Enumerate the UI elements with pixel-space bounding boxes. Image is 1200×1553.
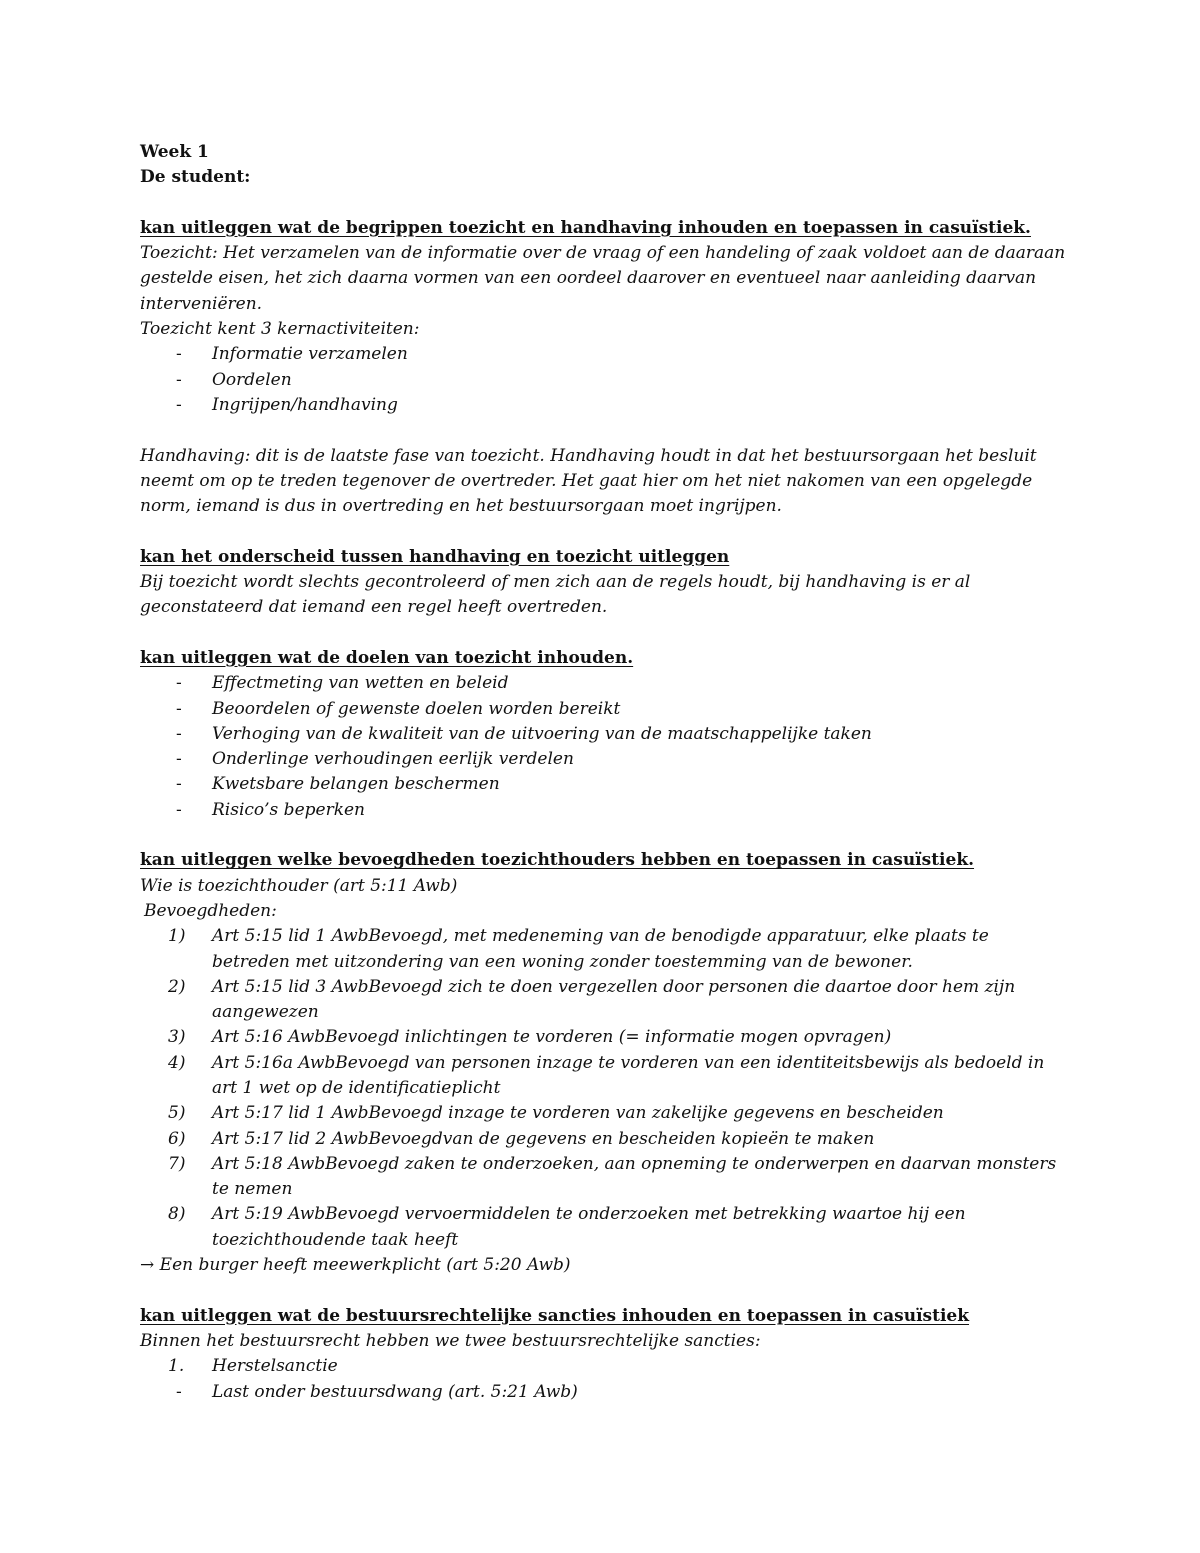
numbered-item: 4) Art 5:16a AwbBevoegd van personen inzage te vorderen van een identiteitsbewijs als bedoeld in art 1 wet op de identificatieplicht [168,1052,1045,1098]
page-subtitle: De student: [140,167,251,188]
list-item: - Verhoging van de kwaliteit van de uitvoering van de maatschappelijke taken [176,723,872,744]
list-item: - Effectmeting van wetten en beleid [176,673,509,694]
section-heading: kan uitleggen wat de bestuursrechtelijke sancties inhouden en toepassen in casuïstiek [140,1305,970,1326]
paragraph: Bevoegdheden: [144,900,277,921]
list-item: - Kwetsbare belangen beschermen [176,774,500,795]
numbered-item: 2) Art 5:15 lid 3 AwbBevoegd zich te doen vergezellen door personen die daartoe door hem zijn aangewezen [168,976,1016,1023]
paragraph: Bij toezicht wordt slechts gecontroleerd of men zich aan de regels houdt, bij handhaving is er al geconstateerd dat iemand een regel heeft overtreden. [140,572,971,618]
section-heading: kan het onderscheid tussen handhaving en toezicht uitleggen [140,546,730,567]
list-item: - Onderlinge verhoudingen eerlijk verdelen [176,749,574,770]
numbered-item: 5) Art 5:17 lid 1 AwbBevoegd inzage te vorderen van zakelijke gegevens en bescheiden [168,1103,944,1124]
section-heading: kan uitleggen wat de doelen van toezicht inhouden. [140,647,634,668]
list-item: - Risico’s beperken [176,799,366,820]
paragraph: Binnen het bestuursrecht hebben we twee bestuursrechtelijke sancties: [140,1330,761,1351]
paragraph: Toezicht kent 3 kernactiviteiten: [140,319,420,340]
numbered-item: 1) Art 5:15 lid 1 AwbBevoegd, met medeneming van de benodigde apparatuur, elke plaats te betreden met uitzondering van een woning zonder toestemming van de bewoner. [168,926,989,972]
arrow-icon: → [140,1255,155,1276]
list-item: - Beoordelen of gewenste doelen worden bereikt [176,698,621,719]
section-heading: kan uitleggen wat de begrippen toezicht en handhaving inhouden en toepassen in casuïstiek. [140,217,1031,238]
page-title: Week 1 [140,142,209,162]
list-item: - Ingrijpen/handhaving [176,394,398,415]
numbered-item: 8) Art 5:19 AwbBevoegd vervoermiddelen te onderzoeken met betrekking waartoe hij een toezichthoudende taak heeft [168,1204,966,1250]
numbered-item: 6) Art 5:17 lid 2 AwbBevoegdvan de gegevens en bescheiden kopieën te maken [168,1128,875,1149]
paragraph: Toezicht: Het verzamelen van de informatie over de vraag of een handeling of zaak voldoet aan de daaraan gestelde eisen, het zich daarna vormen van een oordeel daarover en eventueel naar aanleiding daarvan interveniëren. [140,243,1066,314]
document-body [140,140,1070,1405]
section-heading: kan uitleggen welke bevoegdheden toezichthouders hebben en toepassen in casuïstiek. [140,850,975,871]
numbered-item: 1. Herstelsanctie [168,1356,338,1377]
list-item: - Last onder bestuursdwang (art. 5:21 Awb) [176,1381,578,1402]
list-item: - Oordelen [176,369,292,390]
paragraph: Wie is toezichthouder (art 5:11 Awb) [140,875,458,896]
paragraph: Handhaving: dit is de laatste fase van toezicht. Handhaving houdt in dat het bestuursorgaan het besluit neemt om op te treden tegenover de overtreder. Het gaat hier om het niet nakomen van een opgelegde norm, iemand is dus in overtreding en het bestuursorgaan moet ingrijpen. [140,445,1037,517]
paragraph: → Een burger heeft meewerkplicht (art 5:20 Awb) [140,1255,571,1276]
numbered-item: 7) Art 5:18 AwbBevoegd zaken te onderzoeken, aan opneming te onderwerpen en daarvan monsters te nemen [168,1153,1057,1200]
numbered-item: 3) Art 5:16 AwbBevoegd inlichtingen te vorderen (= informatie mogen opvragen) [168,1027,892,1048]
list-item: - Informatie verzamelen [176,344,408,365]
